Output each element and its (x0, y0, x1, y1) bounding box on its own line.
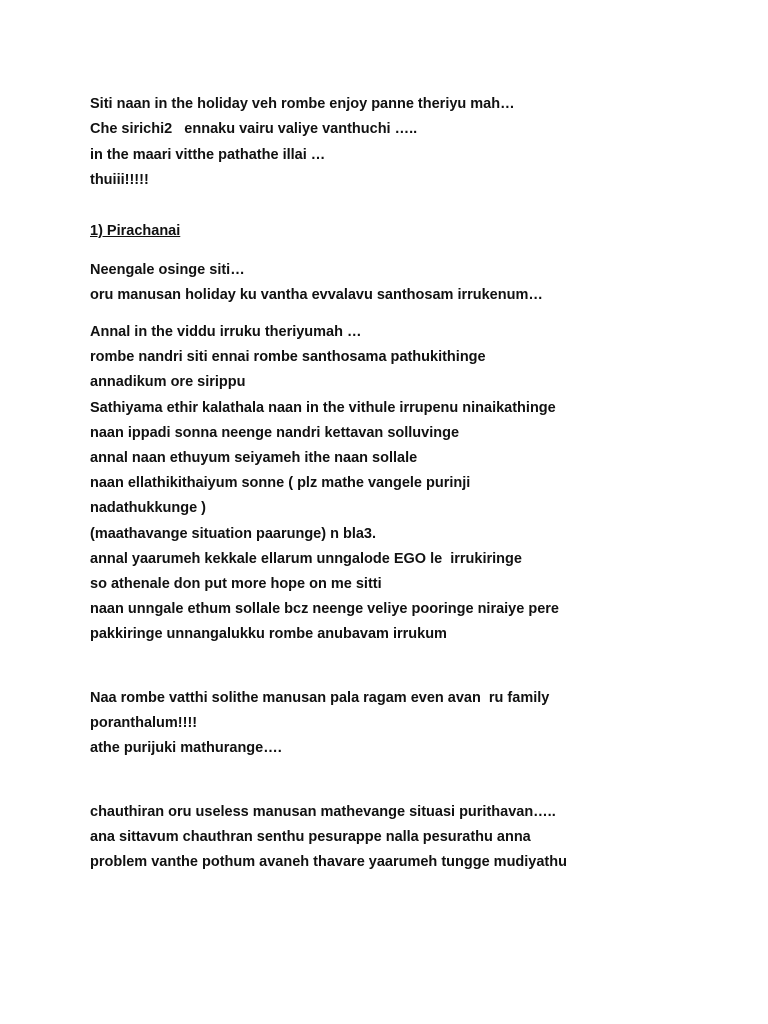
para2-line-5: naan ippadi sonna neenge nandri kettavan solluvinge (90, 425, 460, 441)
para4-line-3: problem vanthe pothum avaneh thavare yaarumeh tungge mudiyathu (90, 854, 567, 870)
para3-line-1: Naa rombe vatthi solithe manusan pala ragam even avan ru family (90, 690, 550, 706)
para2-line-4: Sathiyama ethir kalathala naan in the vithule irrupenu ninaikathinge (90, 400, 556, 416)
para4-line-1: chauthiran oru useless manusan mathevange situasi purithavan….. (90, 804, 556, 820)
para2-line-7: naan ellathikithaiyum sonne ( plz mathe vangele purinji (90, 475, 471, 491)
para2-line-2: rombe nandri siti ennai rombe santhosama pathukithinge (90, 349, 486, 365)
para2-line-12: naan unngale ethum sollale bcz neenge veliye pooringe niraiye pere (90, 601, 559, 617)
intro-line-4: thuiii!!!!! (90, 172, 149, 188)
para2-line-1: Annal in the viddu irruku theriyumah … (90, 324, 362, 340)
para1-line-1: Neengale osinge siti… (90, 262, 245, 278)
para2-line-9: (maathavange situation paarunge) n bla3. (90, 526, 377, 542)
intro-line-3: in the maari vitthe pathathe illai … (90, 147, 326, 163)
para4-line-2: ana sittavum chauthran senthu pesurappe nalla pesurathu anna (90, 829, 531, 845)
intro-line-1: Siti naan in the holiday veh rombe enjoy panne theriyu mah… (90, 96, 515, 112)
para1-line-2: oru manusan holiday ku vantha evvalavu santhosam irrukenum… (90, 287, 543, 303)
para2-line-3: annadikum ore sirippu (90, 374, 246, 390)
para2-line-8: nadathukkunge ) (90, 500, 207, 516)
para3-line-3: athe purijuki mathurange…. (90, 740, 282, 756)
para2-line-13: pakkiringe unnangalukku rombe anubavam irrukum (90, 626, 447, 642)
intro-line-2: Che sirichi2 ennaku vairu valiye vanthuchi ….. (90, 121, 418, 137)
para2-line-11: so athenale don put more hope on me sitti (90, 576, 382, 592)
para2-line-6: annal naan ethuyum seiyameh ithe naan sollale (90, 450, 418, 466)
para2-line-10: annal yaarumeh kekkale ellarum unngalode EGO le irrukiringe (90, 551, 522, 567)
para3-line-2: poranthalum!!!! (90, 715, 198, 731)
section-heading: 1) Pirachanai (90, 223, 181, 239)
